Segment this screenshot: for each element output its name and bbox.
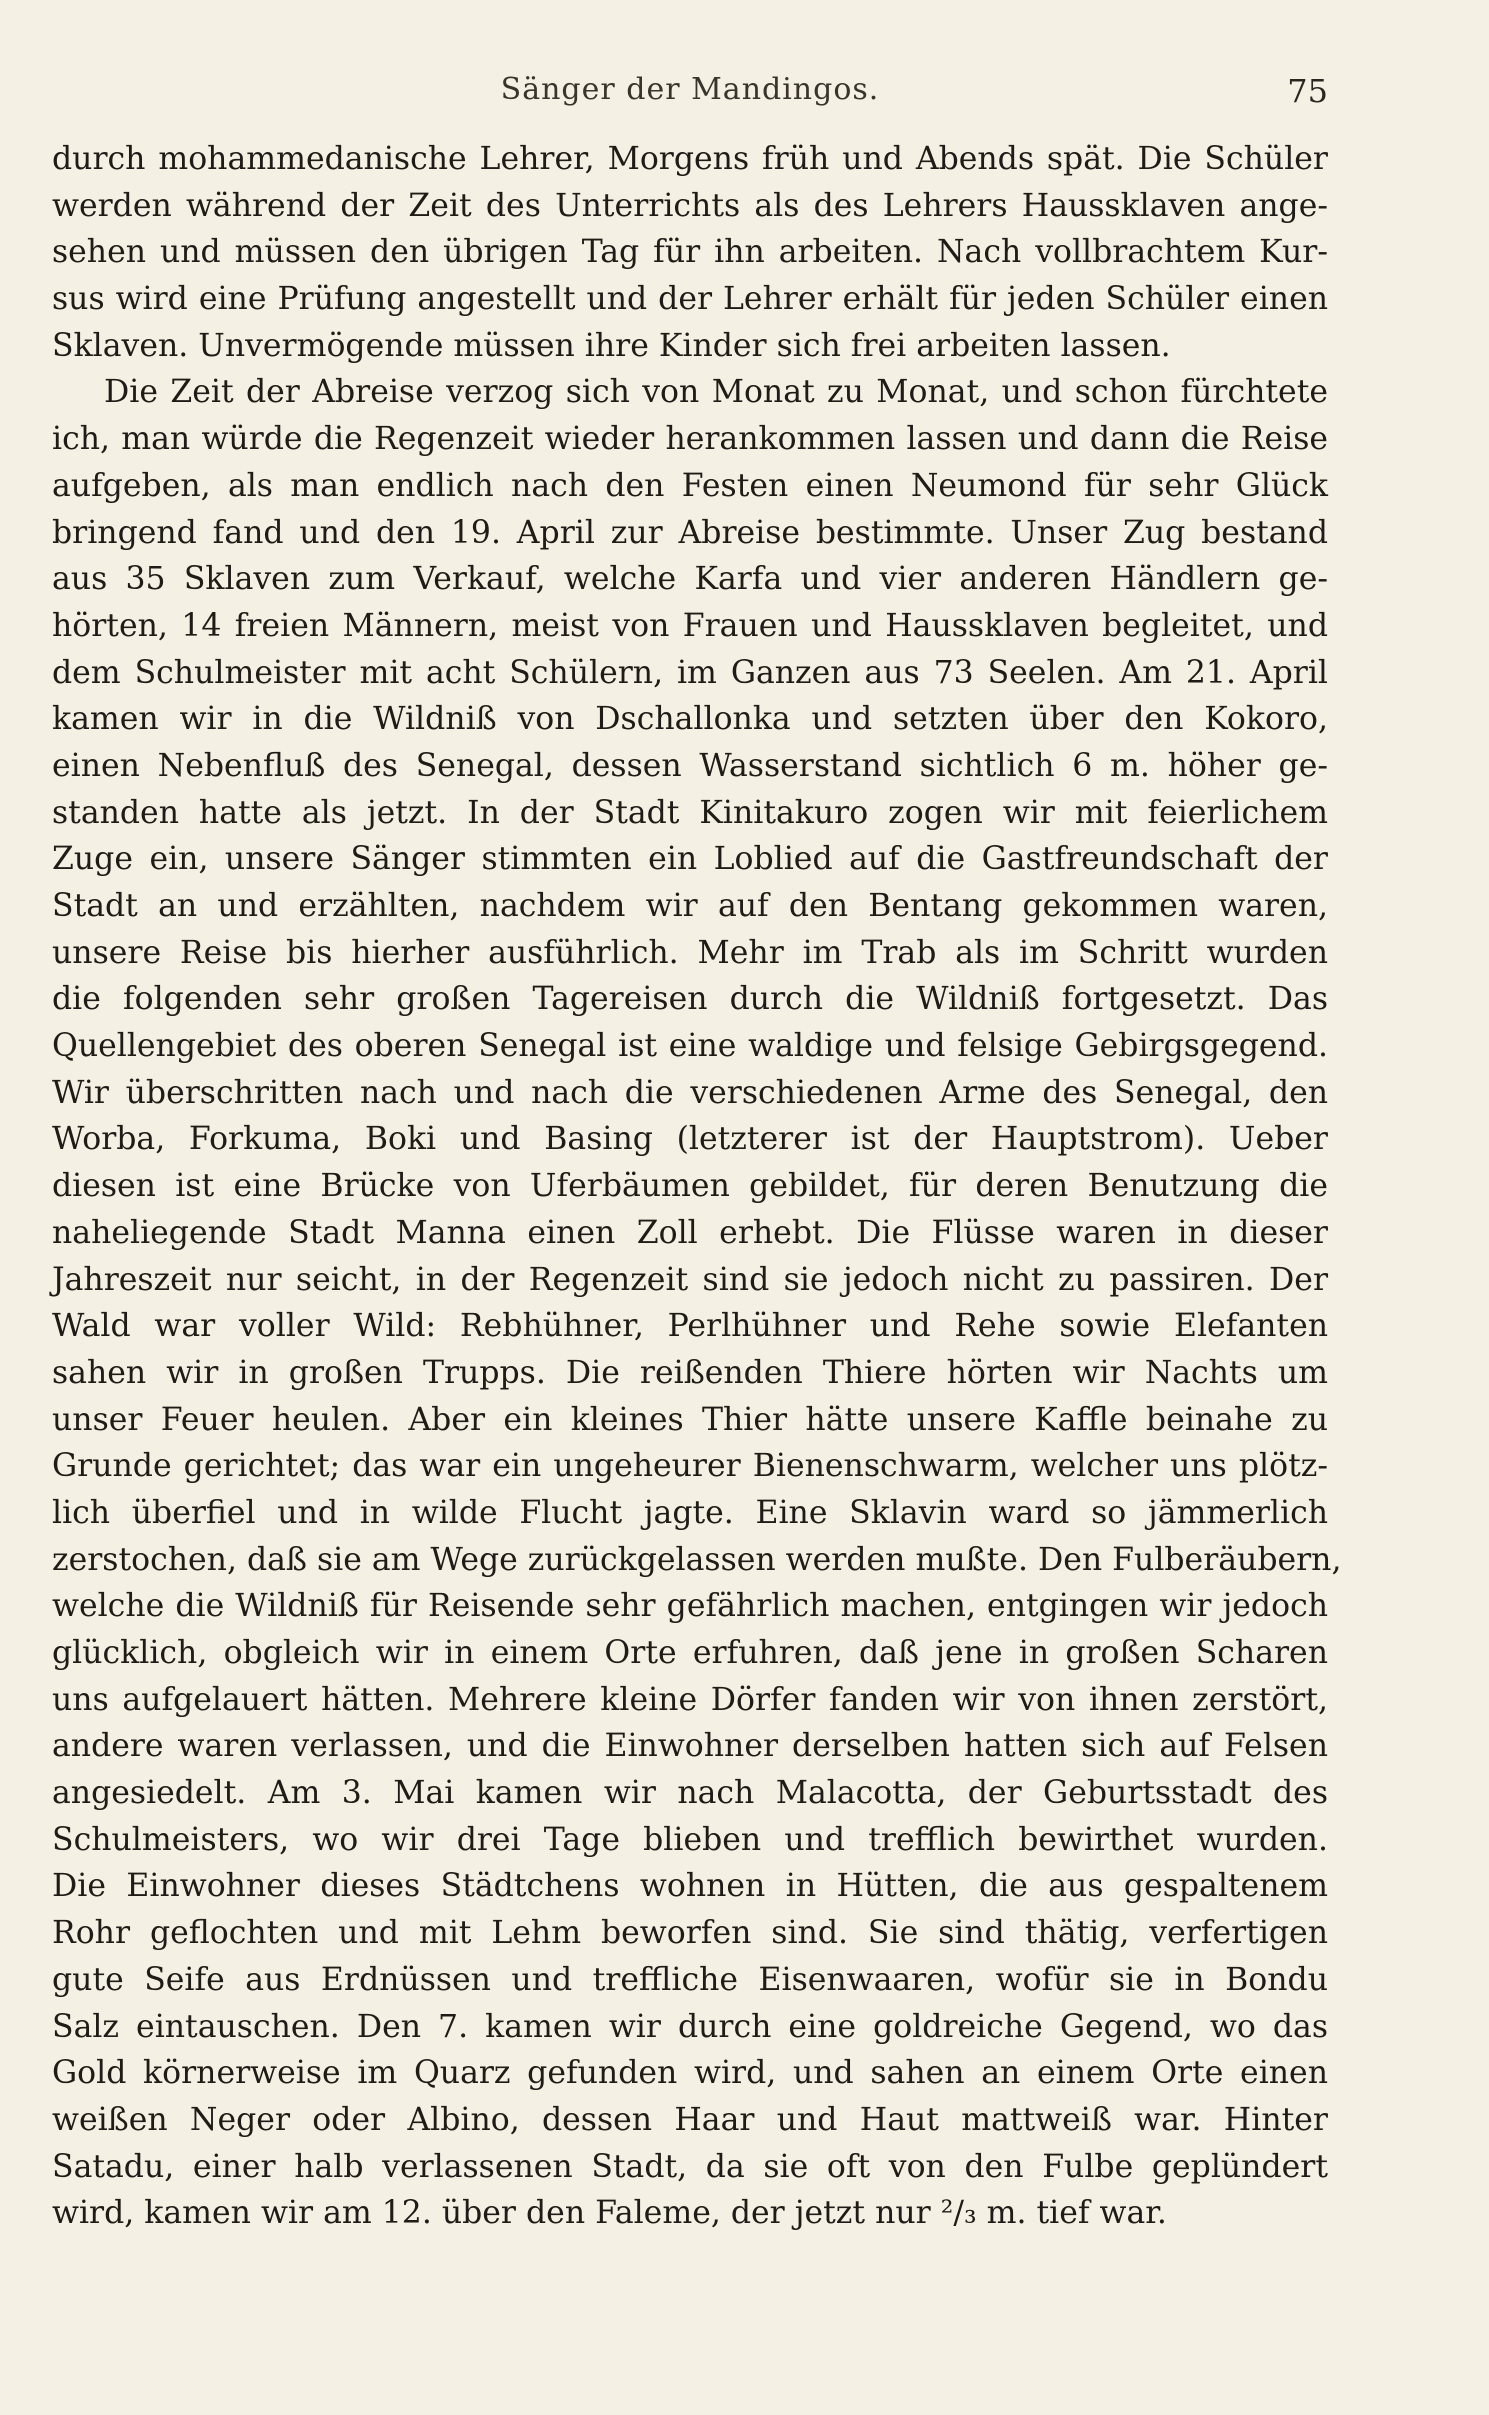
text-line: bringend fand und den 19. April zur Abreise bestimmte. Unser Zug bestand: [52, 514, 1328, 551]
text-line: unsere Reise bis hierher ausführlich. Mehr im Trab als im Schritt wurden: [52, 934, 1328, 971]
text-line: Worba, Forkuma, Boki und Basing (letzterer ist der Hauptstrom). Ueber: [52, 1121, 1328, 1158]
body-text: [52, 136, 1342, 2237]
text-line: sus wird eine Prüfung angestellt und der Lehrer erhält für jeden Schüler einen: [52, 281, 1328, 318]
text-line: Die Zeit der Abreise verzog sich von Monat zu Monat, und schon fürchtete: [104, 374, 1328, 411]
text-line: Jahreszeit nur seicht, in der Regenzeit sind sie jedoch nicht zu passiren. Der: [52, 1261, 1328, 1298]
text-line: Wir überschritten nach und nach die verschiedenen Arme des Senegal, den: [52, 1074, 1328, 1111]
text-line: dem Schulmeister mit acht Schülern, im Ganzen aus 73 Seelen. Am 21. April: [52, 654, 1328, 691]
text-line: lich überfiel und in wilde Flucht jagte. Eine Sklavin ward so jämmerlich: [52, 1494, 1328, 1531]
text-line: ich, man würde die Regenzeit wieder herankommen lassen und dann die Reise: [52, 421, 1328, 458]
text-line: weißen Neger oder Albino, dessen Haar und Haut mattweiß war. Hinter: [52, 2101, 1328, 2138]
text-line: Sklaven. Unvermögende müssen ihre Kinder sich frei arbeiten lassen.: [52, 327, 1171, 364]
text-line: Schulmeisters, wo wir drei Tage blieben und trefflich bewirthet wurden.: [52, 1821, 1328, 1858]
text-line: Zuge ein, unsere Sänger stimmten ein Loblied auf die Gastfreundschaft der: [52, 841, 1328, 878]
text-line: welche die Wildniß für Reisende sehr gefährlich machen, entgingen wir jedoch: [52, 1588, 1328, 1625]
running-head: [52, 72, 1328, 122]
text-line: Grunde gerichtet; das war ein ungeheurer Bienenschwarm, welcher uns plötz-: [52, 1448, 1328, 1485]
text-line: Satadu, einer halb verlassenen Stadt, da sie oft von den Fulbe geplündert: [52, 2148, 1328, 2185]
page-number: 75: [1287, 72, 1328, 110]
text-line: aufgeben, als man endlich nach den Festen einen Neumond für sehr Glück: [52, 467, 1328, 504]
text-line: standen hatte als jetzt. In der Stadt Kinitakuro zogen wir mit feierlichem: [52, 794, 1328, 831]
text-line: Quellengebiet des oberen Senegal ist eine waldige und felsige Gebirgsgegend.: [52, 1028, 1328, 1065]
text-line: andere waren verlassen, und die Einwohner derselben hatten sich auf Felsen: [52, 1728, 1328, 1765]
text-line: uns aufgelauert hätten. Mehrere kleine Dörfer fanden wir von ihnen zerstört,: [52, 1681, 1328, 1718]
text-line: aus 35 Sklaven zum Verkauf, welche Karfa und vier anderen Händlern ge-: [52, 561, 1328, 598]
text-line: wird, kamen wir am 12. über den Faleme, der jetzt nur ²/₃ m. tief war.: [52, 2195, 1167, 2232]
text-line: werden während der Zeit des Unterrichts als des Lehrers Haussklaven ange-: [52, 187, 1328, 224]
text-line: Rohr geflochten und mit Lehm beworfen sind. Sie sind thätig, verfertigen: [52, 1915, 1328, 1952]
text-line: Gold körnerweise im Quarz gefunden wird, und sahen an einem Orte einen: [52, 2055, 1328, 2092]
text-line: die folgenden sehr großen Tagereisen durch die Wildniß fortgesetzt. Das: [52, 981, 1328, 1018]
running-title: Sänger der Mandingos.: [500, 72, 880, 107]
text-line: angesiedelt. Am 3. Mai kamen wir nach Malacotta, der Geburtsstadt des: [52, 1775, 1328, 1812]
text-line: einen Nebenfluß des Senegal, dessen Wasserstand sichtlich 6 m. höher ge-: [52, 747, 1328, 784]
text-line: zerstochen, daß sie am Wege zurückgelassen werden mußte. Den Fulberäubern,: [52, 1541, 1342, 1578]
text-line: unser Feuer heulen. Aber ein kleines Thier hätte unsere Kaffle beinahe zu: [52, 1401, 1328, 1438]
text-line: hörten, 14 freien Männern, meist von Frauen und Haussklaven begleitet, und: [52, 607, 1328, 644]
text-line: sahen wir in großen Trupps. Die reißenden Thiere hörten wir Nachts um: [52, 1354, 1328, 1391]
text-line: sehen und müssen den übrigen Tag für ihn arbeiten. Nach vollbrachtem Kur-: [52, 234, 1328, 271]
text-line: naheliegende Stadt Manna einen Zoll erhebt. Die Flüsse waren in dieser: [52, 1214, 1328, 1251]
text-line: Stadt an und erzählten, nachdem wir auf den Bentang gekommen waren,: [52, 888, 1328, 924]
text-line: Wald war voller Wild: Rebhühner, Perlhühner und Rehe sowie Elefanten: [52, 1308, 1328, 1345]
text-line: durch mohammedanische Lehrer, Morgens früh und Abends spät. Die Schüler: [52, 141, 1328, 177]
text-line: glücklich, obgleich wir in einem Orte erfuhren, daß jene in großen Scharen: [52, 1635, 1328, 1671]
text-line: diesen ist eine Brücke von Uferbäumen gebildet, für deren Benutzung die: [52, 1168, 1328, 1205]
text-line: kamen wir in die Wildniß von Dschallonka und setzten über den Kokoro,: [52, 701, 1328, 738]
text-line: gute Seife aus Erdnüssen und treffliche Eisenwaaren, wofür sie in Bondu: [52, 1961, 1328, 1998]
text-line: Salz eintauschen. Den 7. kamen wir durch eine goldreiche Gegend, wo das: [52, 2008, 1328, 2045]
text-line: Die Einwohner dieses Städtchens wohnen in Hütten, die aus gespaltenem: [52, 1868, 1328, 1905]
